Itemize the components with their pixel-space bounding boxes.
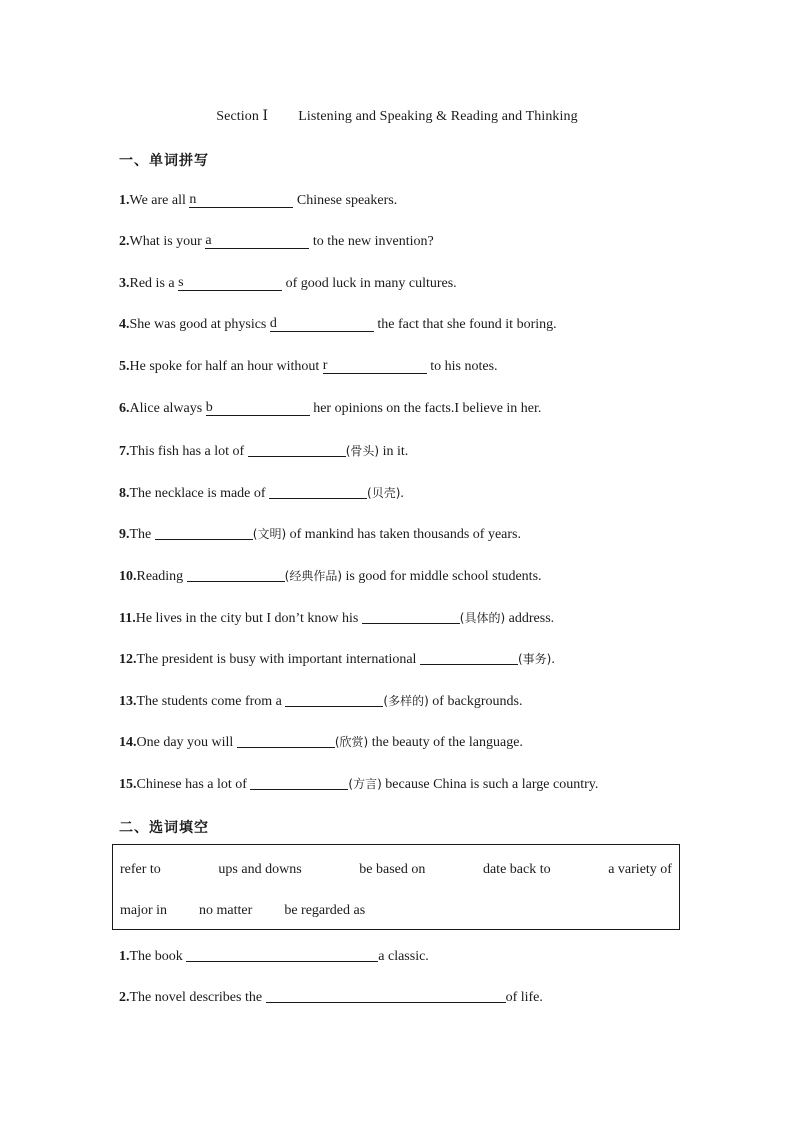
item-number: 11. bbox=[119, 611, 136, 626]
part1-item-15: 15.Chinese has a lot of (方言) because China is such a large country. bbox=[119, 777, 599, 792]
word-option: no matter bbox=[199, 903, 253, 918]
chinese-hint: (事务) bbox=[517, 652, 552, 666]
item-number: 12. bbox=[119, 652, 137, 667]
chinese-hint: (文明) bbox=[252, 527, 287, 541]
item-number: 4. bbox=[119, 317, 130, 332]
part1-item-11: 11.He lives in the city but I don’t know his (具体的) address. bbox=[119, 611, 555, 626]
part1-item-1: 1.We are all n Chinese speakers. bbox=[119, 192, 398, 208]
word-option: major in bbox=[120, 903, 168, 918]
item-number: 15. bbox=[119, 777, 137, 792]
chinese-hint: (具体的) bbox=[459, 611, 506, 625]
answer-blank[interactable]: a bbox=[205, 234, 309, 249]
part2-item-2: 2.The novel describes the of life. bbox=[119, 990, 543, 1005]
chinese-hint: (经典作品) bbox=[284, 569, 343, 583]
part1-item-12: 12.The president is busy with important international (事务). bbox=[119, 652, 555, 667]
word-bank-row-2 bbox=[120, 903, 672, 919]
item-number: 6. bbox=[119, 401, 130, 416]
answer-blank[interactable]: b bbox=[206, 401, 310, 416]
part1-item-8: 8.The necklace is made of (贝壳). bbox=[119, 486, 404, 501]
part1-item-3: 3.Red is a s of good luck in many cultures. bbox=[119, 275, 457, 291]
part1-item-9: 9.The (文明) of mankind has taken thousands of years. bbox=[119, 527, 521, 542]
answer-blank[interactable] bbox=[237, 733, 335, 748]
word-option: date back to bbox=[482, 862, 551, 877]
part1-item-13: 13.The students come from a (多样的) of backgrounds. bbox=[119, 694, 523, 709]
answer-blank[interactable] bbox=[186, 947, 378, 962]
part1-item-7: 7.This fish has a lot of (骨头) in it. bbox=[119, 444, 409, 459]
part2-heading: 二、选词填空 bbox=[119, 820, 209, 836]
chinese-hint: (贝壳) bbox=[367, 486, 401, 500]
part1-item-4: 4.She was good at physics d the fact that she found it boring. bbox=[119, 316, 557, 332]
answer-blank[interactable] bbox=[266, 988, 506, 1003]
word-option: be regarded as bbox=[284, 903, 366, 918]
answer-blank[interactable] bbox=[362, 609, 460, 624]
item-number: 2. bbox=[119, 990, 130, 1005]
answer-blank[interactable]: n bbox=[189, 193, 293, 208]
answer-blank[interactable]: r bbox=[323, 359, 427, 374]
word-bank-row-1 bbox=[120, 862, 672, 878]
part1-item-6: 6.Alice always b her opinions on the facts.I believe in her. bbox=[119, 400, 542, 416]
part1-item-14: 14.One day you will (欣赏) the beauty of the language. bbox=[119, 735, 523, 750]
part1-item-10: 10.Reading (经典作品) is good for middle school students. bbox=[119, 569, 542, 584]
item-number: 7. bbox=[119, 444, 130, 459]
item-number: 1. bbox=[119, 193, 130, 208]
word-option: a variety of bbox=[608, 862, 672, 877]
word-bank bbox=[112, 844, 680, 930]
word-option: refer to bbox=[120, 862, 161, 877]
item-number: 5. bbox=[119, 359, 130, 374]
item-number: 14. bbox=[119, 735, 137, 750]
answer-blank[interactable] bbox=[248, 442, 346, 457]
part1-item-5: 5.He spoke for half an hour without r to his notes. bbox=[119, 358, 498, 374]
word-option: be based on bbox=[359, 862, 426, 877]
part1-item-2: 2.What is your a to the new invention? bbox=[119, 233, 434, 249]
answer-blank[interactable] bbox=[285, 692, 383, 707]
item-number: 10. bbox=[119, 569, 137, 584]
item-number: 9. bbox=[119, 527, 130, 542]
word-option: ups and downs bbox=[218, 862, 302, 877]
answer-blank[interactable]: s bbox=[178, 276, 282, 291]
section-subtitle: Listening and Speaking & Reading and Thinking bbox=[298, 109, 578, 124]
item-number: 1. bbox=[119, 949, 130, 964]
item-number: 3. bbox=[119, 276, 130, 291]
answer-blank[interactable]: d bbox=[270, 317, 374, 332]
chinese-hint: (欣赏) bbox=[334, 735, 369, 749]
chinese-hint: (多样的) bbox=[383, 694, 429, 708]
item-number: 13. bbox=[119, 694, 137, 709]
item-number: 2. bbox=[119, 234, 130, 249]
chinese-hint: (骨头) bbox=[345, 444, 380, 458]
answer-blank[interactable] bbox=[269, 484, 367, 499]
answer-blank[interactable] bbox=[250, 775, 348, 790]
section-label: Section Ⅰ bbox=[216, 109, 269, 124]
chinese-hint: (方言) bbox=[348, 777, 382, 791]
item-number: 8. bbox=[119, 486, 130, 501]
part1-heading: 一、单词拼写 bbox=[119, 153, 209, 169]
page-title bbox=[0, 108, 794, 125]
answer-blank[interactable] bbox=[420, 650, 518, 665]
answer-blank[interactable] bbox=[155, 525, 253, 540]
answer-blank[interactable] bbox=[187, 567, 285, 582]
part2-item-1: 1.The book a classic. bbox=[119, 949, 429, 964]
